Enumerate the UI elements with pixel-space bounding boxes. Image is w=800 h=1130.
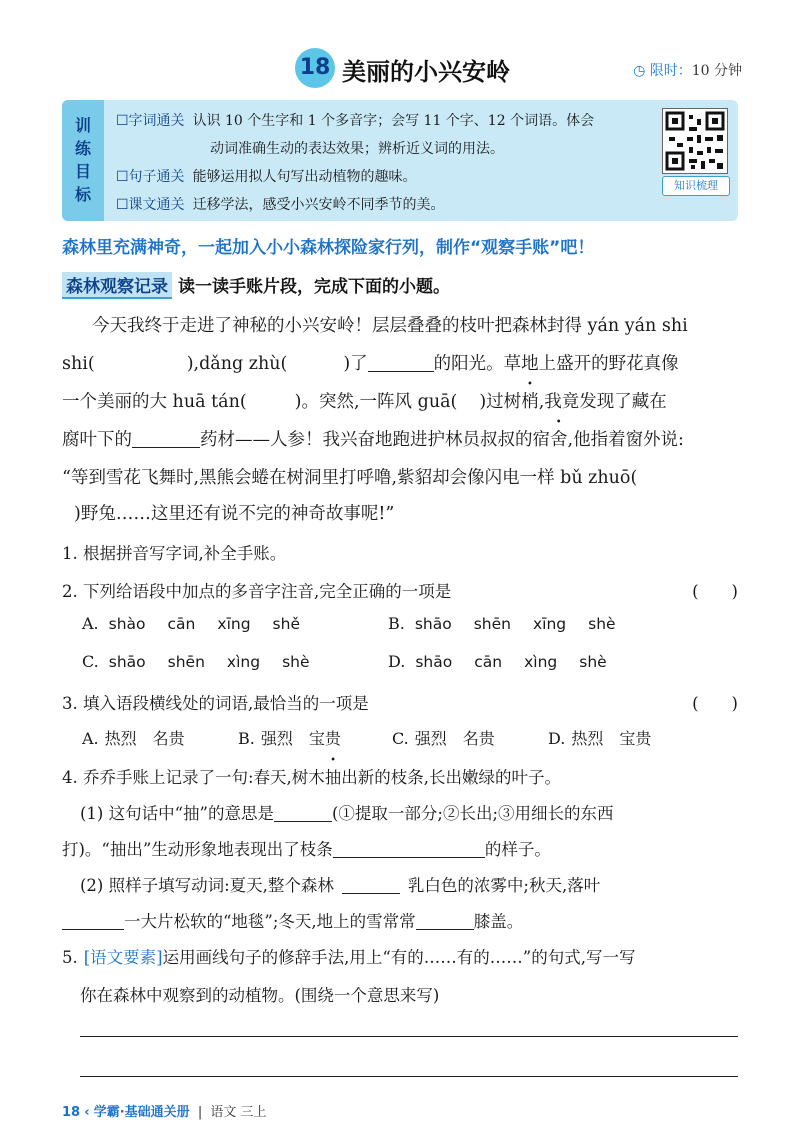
goal-tag: ☐字词通关 <box>116 113 185 129</box>
answer-line[interactable] <box>80 1076 738 1077</box>
pinyin: shè <box>579 653 607 671</box>
goal-row-sentences <box>116 166 417 186</box>
dotted-char: 舍 <box>550 430 568 450</box>
pinyin: shēn <box>167 653 205 671</box>
pinyin: shè <box>282 653 310 671</box>
option-label: D. <box>548 729 566 748</box>
dotted-char: 抽 <box>324 768 342 787</box>
page-footer <box>62 1101 267 1120</box>
passage-text: ),dǎng zhù( <box>186 354 288 374</box>
question-number: 5. <box>62 948 78 967</box>
question-4-part-2-cont <box>62 908 523 932</box>
passage-text: shi( <box>62 354 95 374</box>
book-title: 学霸·基础通关册 <box>93 1105 190 1120</box>
passage-text: )了 <box>343 354 368 374</box>
passage-line-1 <box>92 312 742 337</box>
question-3: 3. 填入语段横线处的词语,最恰当的一项是 <box>62 694 369 713</box>
option-3a[interactable] <box>82 726 185 749</box>
subject-grade: 语文 三上 <box>210 1105 267 1120</box>
question-text: (2) 照样子填写动词:夏天,整个森林 <box>80 876 334 895</box>
goal-row-text <box>116 194 445 214</box>
passage-line-3 <box>62 388 742 413</box>
goal-tag: ☐课文通关 <box>116 197 185 213</box>
question-text: 打)。“抽出”生动形象地表现出了枝条 <box>62 840 333 859</box>
time-limit-label: 限时： <box>649 63 692 79</box>
question-text: 乳白色的浓雾中;秋天,落叶 <box>407 876 601 895</box>
qr-code-icon[interactable] <box>662 108 728 174</box>
pinyin: xìng <box>524 653 558 671</box>
page-number: 18 <box>62 1105 81 1120</box>
option-word: 名贵 <box>462 729 495 748</box>
option-word: 宝贵 <box>619 729 652 748</box>
time-limit-value: 10 分钟 <box>691 63 742 79</box>
passage-text: 腐叶下的 <box>62 430 132 450</box>
question-4-part-1 <box>80 800 614 824</box>
option-word: 强烈 <box>260 729 293 748</box>
option-2c[interactable] <box>82 652 310 671</box>
pinyin: shēn <box>473 615 511 633</box>
passage-text: “等到雪花飞舞时,黑熊会蜷在树洞里打呼噜,紫貂却会像闪电一样 bǔ zhuō( <box>62 468 638 488</box>
fill-blank[interactable] <box>342 875 400 894</box>
passage-line-4 <box>62 426 742 451</box>
option-label: A. <box>82 729 99 748</box>
fill-blank[interactable] <box>416 911 474 930</box>
section-heading <box>62 272 450 299</box>
goals-side-label <box>62 100 104 221</box>
option-3b[interactable] <box>238 726 341 749</box>
option-2d[interactable] <box>388 652 607 671</box>
passage-text: )过树 <box>479 392 522 412</box>
intro-text: 森林里充满神奇，一起加入小小森林探险家行列，制作“观察手账”吧！ <box>62 238 595 258</box>
question-5-cont: 你在森林中观察到的动植物。(围绕一个意思来写) <box>80 986 440 1005</box>
goal-text: 认识 10 个生字和 1 个多音字；会写 11 个字、12 个词语。体会 <box>192 113 595 129</box>
footer-separator: ‹ <box>84 1105 90 1120</box>
option-3d[interactable] <box>548 726 651 749</box>
fill-blank[interactable] <box>274 803 332 822</box>
goals-side-char: 目 <box>74 162 91 181</box>
qr-label[interactable]: 知识梳理 <box>662 176 730 196</box>
question-4-part-2 <box>80 872 600 896</box>
footer-divider: | <box>197 1105 203 1120</box>
question-text: 膝盖。 <box>473 912 524 931</box>
option-3c[interactable] <box>392 726 495 749</box>
passage-line-6 <box>62 500 742 525</box>
dotted-char: 梢 <box>521 392 539 412</box>
question-text: 的样子。 <box>484 840 551 859</box>
yuwen-tag: [语文要素] <box>83 948 163 967</box>
time-limit <box>633 60 742 80</box>
question-4 <box>62 764 561 788</box>
option-2b[interactable] <box>388 614 616 633</box>
clock-icon: ◷ <box>633 63 646 79</box>
answer-parenthesis[interactable]: ( ) <box>692 694 738 713</box>
passage-line-2 <box>62 350 742 375</box>
goal-tag: ☐句子通关 <box>116 169 185 185</box>
passage-text: 药材——人参！我兴奋地跑进护林员叔叔的宿 <box>200 430 550 450</box>
question-text: (1) 这句话中“抽”的意思是 <box>80 804 274 823</box>
passage-line-5 <box>62 464 742 489</box>
passage-text: 一个美丽的大 huā tán( <box>62 392 247 412</box>
pinyin: cān <box>474 653 503 671</box>
option-word: 热烈 <box>104 729 137 748</box>
option-word: 强烈 <box>414 729 447 748</box>
lesson-number-badge: 18 <box>295 48 335 88</box>
passage-text: 的阳光。草地上盛开的野花真像 <box>433 354 679 374</box>
option-label: C. <box>82 652 99 671</box>
goals-side-char: 标 <box>74 185 91 204</box>
question-text: 一大片松软的“地毯”;冬天,地上的雪常常 <box>124 912 416 931</box>
fill-blank[interactable] <box>132 429 200 448</box>
question-2: 2. 下列给语段中加点的多音字注音,完全正确的一项是 <box>62 582 452 601</box>
pinyin: shào <box>108 615 146 633</box>
passage-text: 今天我终于走进了神秘的小兴安岭！层层叠叠的枝叶把森林封得 yán yán shi <box>92 316 688 336</box>
pinyin: shě <box>272 615 300 633</box>
training-goals-box <box>62 100 738 221</box>
pinyin: shāo <box>108 653 146 671</box>
passage-text: ,我竟发现了藏在 <box>538 392 667 412</box>
fill-blank[interactable] <box>368 353 434 372</box>
option-label: D. <box>388 652 406 671</box>
section-instruction: 读一读手账片段，完成下面的小题。 <box>178 277 450 297</box>
fill-blank[interactable] <box>333 839 485 858</box>
question-text: 4. 乔乔手账上记录了一句:春天,树木 <box>62 768 325 787</box>
goal-text: 迁移学法，感受小兴安岭不同季节的美。 <box>192 197 445 213</box>
question-text: 出新的枝条,长出嫩绿的叶子。 <box>341 768 562 787</box>
pinyin: xīng <box>217 615 251 633</box>
pinyin: xìng <box>226 653 261 671</box>
option-word: 热烈 <box>571 729 604 748</box>
option-label: B. <box>238 729 255 748</box>
option-label: A. <box>82 614 99 633</box>
passage-text: )。突然,一阵风 guā( <box>294 392 458 412</box>
passage-text: )野兔……这里还有说不完的神奇故事呢!” <box>74 504 395 524</box>
question-1: 1. 根据拼音写字词,补全手账。 <box>62 544 287 563</box>
pinyin: cān <box>167 615 196 633</box>
fill-blank[interactable] <box>62 911 124 930</box>
option-label: C. <box>392 729 409 748</box>
question-5 <box>62 944 636 968</box>
goal-text: 能够运用拟人句写出动植物的趣味。 <box>192 169 417 185</box>
pinyin: xīng <box>533 615 567 633</box>
section-tag: 森林观察记录 <box>62 272 172 299</box>
option-word: 宝贵 <box>308 729 341 748</box>
answer-line[interactable] <box>80 1036 738 1037</box>
passage-text: ,他指着窗外说: <box>567 430 684 450</box>
question-text: 运用画线句子的修辞手法,用上“有的……有的……”的句式,写一写 <box>162 948 636 967</box>
pinyin: shè <box>588 615 616 633</box>
option-word: 名贵 <box>152 729 185 748</box>
goal-row-words-cont <box>210 138 504 158</box>
goal-row-words <box>116 110 594 130</box>
question-4-part-1-cont <box>62 836 551 860</box>
option-label: B. <box>388 614 405 633</box>
lesson-title: 美丽的小兴安岭 <box>342 58 510 86</box>
page-header <box>0 48 800 88</box>
option-2a[interactable] <box>82 614 300 633</box>
pinyin: shāo <box>414 615 452 633</box>
goal-text: 动词准确生动的表达效果；辨析近义词的用法。 <box>210 141 504 157</box>
pinyin: shāo <box>415 653 453 671</box>
goals-side-char: 训 <box>74 116 91 135</box>
answer-parenthesis[interactable]: ( ) <box>692 582 738 601</box>
goals-side-char: 练 <box>74 139 91 158</box>
question-text: (①提取一部分;②长出;③用细长的东西 <box>332 804 614 823</box>
